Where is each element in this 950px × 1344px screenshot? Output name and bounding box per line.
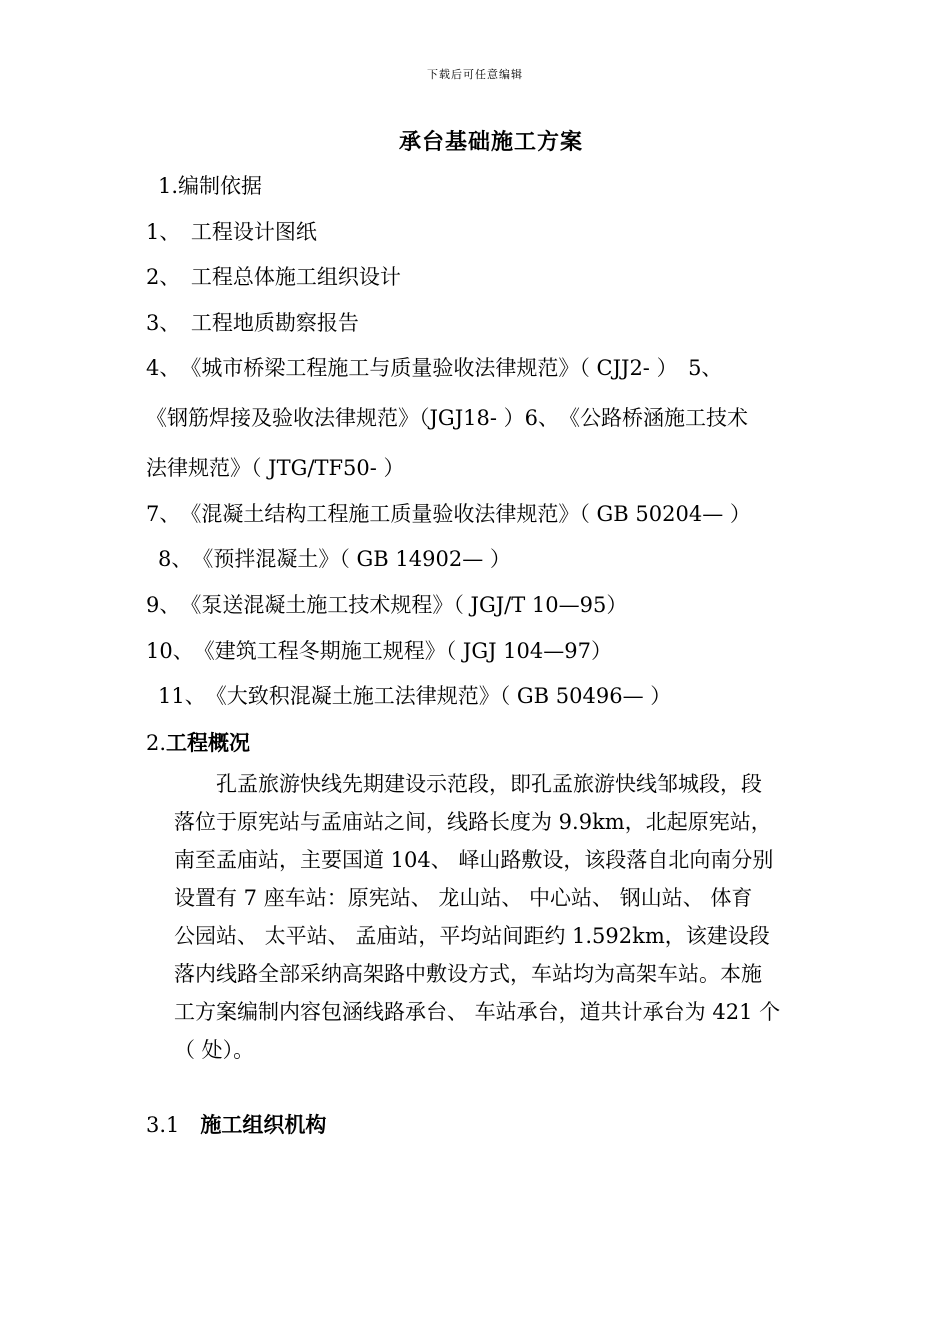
reference-item: 3、 工程地质勘察报告 <box>146 311 359 335</box>
paragraph-line: （ 处）。 <box>174 1038 255 1062</box>
section-1-heading: 1.编制依据 <box>158 174 263 198</box>
reference-item: 1、 工程设计图纸 <box>146 220 317 244</box>
reference-item: 4、 《城市桥梁工程施工与质量验收法律规范》（ CJJ2- ） 5、 <box>146 356 723 380</box>
section-number: 2. <box>146 731 167 755</box>
section-number: 3.1 <box>146 1113 180 1137</box>
document-title: 承台基础施工方案 <box>398 130 583 155</box>
section-2-heading <box>146 728 250 758</box>
paragraph-line: 落内线路全部采纳高架路中敷设方式，车站均为高架车站。本施 <box>174 962 762 986</box>
reference-item: 《钢筋焊接及验收法律规范》（JGJ18- ）6、 《公路桥涵施工技术 <box>146 406 748 430</box>
reference-item: 法律规范》（ JTG/TF50- ） <box>146 456 405 480</box>
paragraph-line: 南至孟庙站，主要国道 104、 峄山路敷设，该段落自北向南分别 <box>174 848 774 872</box>
paragraph-line: 公园站、 太平站、 孟庙站，平均站间距约 1.592km，该建设段 <box>174 924 770 948</box>
project-overview-paragraph <box>174 765 840 1069</box>
reference-item: 2、 工程总体施工组织设计 <box>146 265 401 289</box>
section-title: 工程概况 <box>166 731 251 755</box>
header-note: 下载后可任意编辑 <box>427 68 523 81</box>
paragraph-line: 落位于原宪站与孟庙站之间，线路长度为 9.9km，北起原宪站， <box>174 810 772 834</box>
reference-item: 8、 《预拌混凝土》（ GB 14902— ） <box>158 547 511 571</box>
section-title: 施工组织机构 <box>200 1113 327 1137</box>
reference-item: 9、 《泵送混凝土施工技术规程》（ JGJ/T 10—95） <box>146 593 628 617</box>
reference-item: 11、 《大致积混凝土施工法律规范》（ GB 50496— ） <box>158 684 672 708</box>
reference-item: 7、 《混凝土结构工程施工质量验收法律规范》（ GB 50204— ） <box>146 502 751 526</box>
paragraph-line: 工方案编制内容包涵线路承台、 车站承台，道共计承台为 421 个 <box>174 1000 781 1024</box>
paragraph-line: 设置有 7 座车站：原宪站、 龙山站、 中心站、 钢山站、 体育 <box>174 886 753 910</box>
section-3-heading <box>146 1110 326 1140</box>
reference-item: 10、 《建筑工程冬期施工规程》（ JGJ 104—97） <box>146 639 612 663</box>
paragraph-line: 孔孟旅游快线先期建设示范段，即孔孟旅游快线邹城段，段 <box>174 772 762 796</box>
